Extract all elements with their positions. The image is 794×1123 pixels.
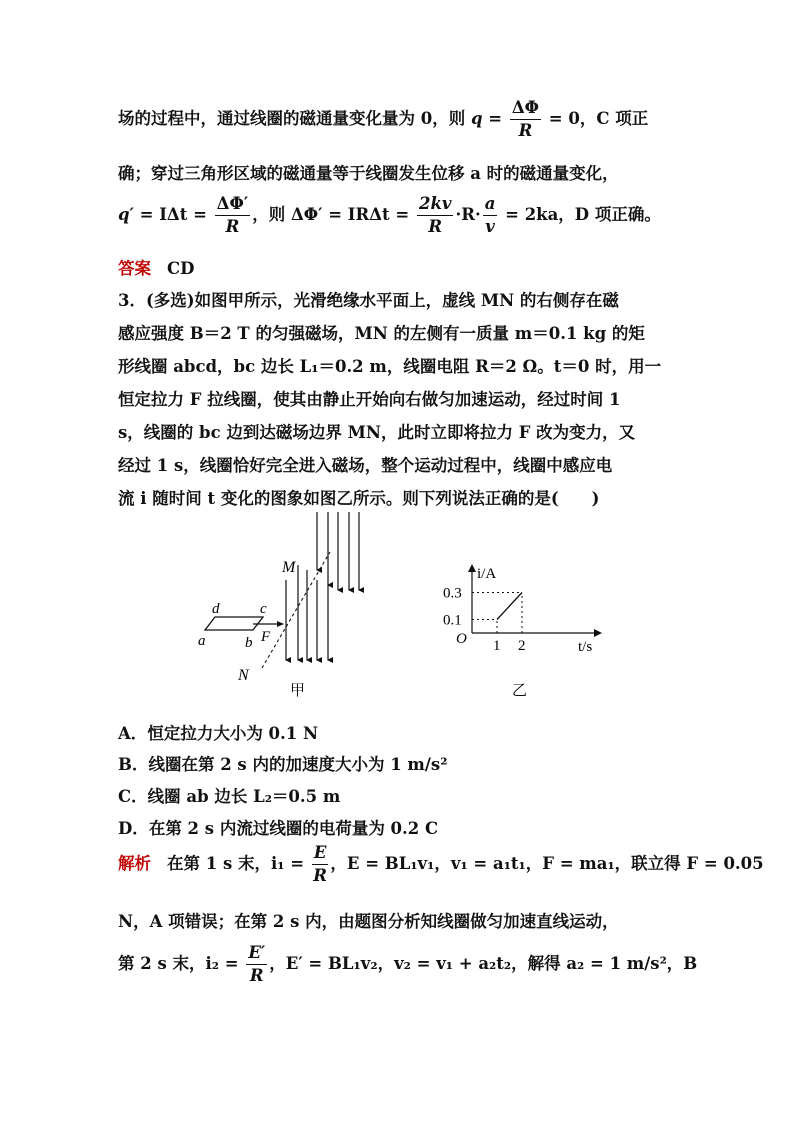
x-axis-label: t/s bbox=[578, 639, 593, 655]
option-d: D．在第 2 s 内流过线圈的电荷量为 0.2 C bbox=[118, 819, 439, 838]
answer-label: 答案 bbox=[118, 259, 151, 278]
answer-value: CD bbox=[167, 259, 195, 278]
question-number: 3． bbox=[118, 291, 146, 310]
question-line-6: 经过 1 s，线圈恰好完全进入磁场，整个运动过程中，线圈中感应电 bbox=[118, 456, 613, 475]
option-c: C．线圈 ab 边长 L₂＝0.5 m bbox=[118, 787, 341, 806]
fraction-dphi-prime-r: $\frac{\Delta\Phi'}{R}$ bbox=[216, 194, 249, 236]
figure-b-chart bbox=[440, 560, 610, 705]
fraction-a-v: $\frac{a}{v}$ bbox=[484, 194, 496, 236]
x-tick-label-1: 1 bbox=[493, 638, 501, 654]
label-a: a bbox=[198, 633, 206, 649]
caption-a: 甲 bbox=[290, 683, 306, 699]
question-line-5: s，线圈的 bc 边到达磁场边界 MN，此时立即将拉力 F 改为变力，又 bbox=[118, 423, 636, 442]
analysis-line-3: 第 2 s 末，i₂ = $\frac{E'}{R}$ ，E′ = BL₁v₂，v₂ = v₁ + a₂t₂，解得 a₂ = 1 m/s²，B bbox=[118, 943, 698, 985]
series-line bbox=[497, 593, 522, 620]
label-n: N bbox=[238, 667, 249, 684]
question-line-2: 感应强度 B＝2 T 的匀强磁场，MN 的左侧有一质量 m＝0.1 kg 的矩 bbox=[118, 324, 645, 343]
label-m: M bbox=[282, 559, 296, 576]
intro-line-2: 确；穿过三角形区域的磁通量等于线圈发生位移 a 时的磁通量变化， bbox=[118, 164, 619, 183]
fraction-e-prime-r: $\frac{E'}{R}$ bbox=[248, 943, 266, 985]
analysis-line-1: 解析 在第 1 s 末，i₁ = $\frac{E}{R}$ ，E = BL₁v₁，v₁ = a₁t₁，F = ma₁，联立得 F = 0.05 bbox=[118, 843, 764, 885]
y-tick-label-0.1: 0.1 bbox=[443, 612, 462, 629]
x-tick-label-2: 2 bbox=[518, 638, 526, 654]
label-c: c bbox=[260, 601, 267, 617]
boundary-mn bbox=[262, 552, 330, 668]
analysis-label: 解析 bbox=[118, 854, 151, 873]
option-b: B．线圈在第 2 s 内的加速度大小为 1 m/s² bbox=[118, 755, 448, 774]
label-f: F bbox=[261, 629, 271, 645]
origin-label: O bbox=[456, 631, 467, 647]
label-b: b bbox=[245, 635, 253, 651]
fraction-e-r: $\frac{E}{R}$ bbox=[313, 843, 327, 885]
y-axis-label: i/A bbox=[477, 566, 497, 582]
fraction-dphi-r: $\frac{\Delta\Phi}{R}$ bbox=[511, 98, 540, 140]
analysis-line-2: N，A 项错误；在第 2 s 内，由题图分析知线圈做匀加速直线运动， bbox=[118, 912, 619, 931]
question-line-7: 流 i 随时间 t 变化的图象如图乙所示。则下列说法正确的是( ) bbox=[118, 489, 600, 508]
fraction-2kv-r: $\frac{2kv}{R}$ bbox=[418, 194, 452, 236]
question-line-3: 形线圈 abcd，bc 边长 L₁＝0.2 m，线圈电阻 R＝2 Ω。t＝0 时，用一 bbox=[118, 357, 662, 376]
magnetic-field-lines bbox=[286, 512, 359, 660]
answer-line bbox=[118, 255, 678, 279]
question-line-4: 恒定拉力 F 拉线圈，使其由静止开始向右做匀加速运动，经过时间 1 bbox=[118, 390, 621, 409]
intro-line-3: q′ = IΔt = $\frac{\Delta\Phi'}{R}$ ，则 ΔΦ′ = IRΔt = $\frac{2kv}{R}$ ·R· $\frac{a}{v}$ = 2ka，D 项正确。 bbox=[118, 194, 661, 236]
figure-a-diagram bbox=[190, 510, 390, 705]
label-d: d bbox=[212, 601, 220, 617]
chart-caption: 乙 bbox=[512, 683, 528, 699]
y-tick-label-0.3: 0.3 bbox=[443, 585, 462, 602]
intro-line-1: 场的过程中，通过线圈的磁通量变化量为 0，则 q = $\frac{\Delta\Phi}{R}$ = 0，C 项正 bbox=[118, 98, 649, 140]
option-a: A．恒定拉力大小为 0.1 N bbox=[118, 724, 319, 743]
question-line-1: 3．(多选)如图甲所示，光滑绝缘水平面上，虚线 MN 的右侧存在磁 bbox=[118, 291, 619, 310]
